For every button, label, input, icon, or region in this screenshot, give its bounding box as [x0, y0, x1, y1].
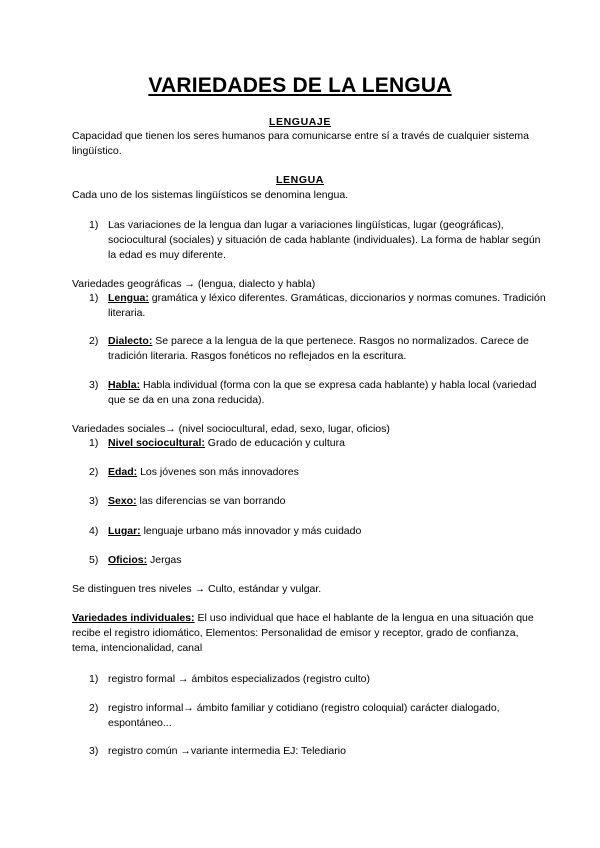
heading-lengua: LENGUA: [276, 174, 324, 186]
individuales-item-formal: [89, 672, 549, 687]
item-number: 5): [89, 554, 99, 566]
item-text: Habla individual (forma con la que se expresa cada hablante) y habla local (variedad que se da en una zona reducida).: [108, 379, 537, 406]
sociales-item-edad: [89, 465, 549, 480]
item-text: Jergas: [147, 554, 182, 566]
item-text: las diferencias se van borrando: [136, 495, 286, 507]
item-text: registro formal → ámbitos especializados (registro culto): [108, 673, 371, 685]
lengua-item-1: [89, 218, 549, 263]
individuales-text: El uso individual que hace el hablante de la lengua en una situación que recibe el registro idiomático, Elementos: Personalidad de emisor y receptor, grado de confianza, tema, intencionalidad, canal: [72, 612, 534, 654]
item-text: lenguaje urbano más innovador y más cuidado: [140, 525, 362, 537]
item-text: Grado de educación y cultura: [204, 437, 345, 449]
item-term: Habla:: [108, 379, 141, 391]
item-term: Edad:: [108, 466, 138, 478]
page-title: VARIEDADES DE LA LENGUA: [148, 74, 452, 97]
individuales-item-comun: [89, 744, 549, 759]
lengua-definition: Cada uno de los sistemas lingüísticos se denomina lengua.: [72, 189, 349, 201]
heading-lenguaje: LENGUAJE: [269, 116, 331, 128]
item-number: 1): [89, 292, 99, 304]
item-term: Nivel sociocultural:: [108, 437, 205, 449]
item-text: Las variaciones de la lengua dan lugar a variaciones lingüísticas, lugar (geográficas), sociocultural (sociales) y situación de cada hablante (individuales). La forma de hablar según la edad es muy diferente.: [108, 219, 541, 261]
item-term: Sexo:: [108, 495, 137, 507]
item-term: Dialecto:: [108, 335, 153, 347]
item-number: 3): [89, 379, 99, 391]
item-number: 3): [89, 745, 99, 757]
individuales-item-informal: [89, 701, 549, 731]
item-number: 2): [89, 335, 99, 347]
sociales-item-oficios: [89, 553, 549, 568]
item-text: registro común →variante intermedia EJ: Telediario: [108, 745, 346, 757]
item-term: Oficios:: [108, 554, 148, 566]
geograficas-item-dialecto: [89, 334, 549, 364]
item-number: 3): [89, 495, 99, 507]
item-number: 1): [89, 219, 99, 231]
sociales-item-sexo: [89, 494, 549, 509]
geograficas-item-habla: [89, 378, 549, 408]
item-number: 4): [89, 525, 99, 537]
item-text: gramática y léxico diferentes. Gramáticas, diccionarios y normas comunes. Tradición literaria.: [108, 292, 546, 319]
sociales-intro: Variedades sociales→ (nivel sociocultural, edad, sexo, lugar, oficios): [72, 423, 390, 435]
item-text: Se parece a la lengua de la que pertenece. Rasgos no normalizados. Carece de tradición literaria. Rasgos fonéticos no reflejados en la escritura.: [108, 335, 529, 362]
geograficas-intro: Variedades geográficas → (lengua, dialecto y habla): [72, 278, 316, 290]
item-number: 1): [89, 437, 99, 449]
item-text: Los jóvenes son más innovadores: [137, 466, 299, 478]
item-text: registro informal→ ámbito familiar y cotidiano (registro coloquial) carácter dialogado, espontáneo...: [108, 702, 500, 729]
niveles-text: Se distinguen tres niveles → Culto, estándar y vulgar.: [72, 583, 322, 595]
geograficas-item-lengua: [89, 291, 549, 321]
individuales-term: Variedades individuales:: [72, 612, 195, 624]
sociales-item-nivel: [89, 436, 549, 451]
individuales-paragraph: [72, 611, 542, 656]
item-number: 2): [89, 702, 99, 714]
item-number: 2): [89, 466, 99, 478]
sociales-item-lugar: [89, 524, 549, 539]
item-term: Lengua:: [108, 292, 149, 304]
lenguaje-definition: Capacidad que tienen los seres humanos para comunicarse entre sí a través de cualquier sistema lingüístico.: [72, 130, 530, 157]
item-term: Lugar:: [108, 525, 141, 537]
item-number: 1): [89, 673, 99, 685]
